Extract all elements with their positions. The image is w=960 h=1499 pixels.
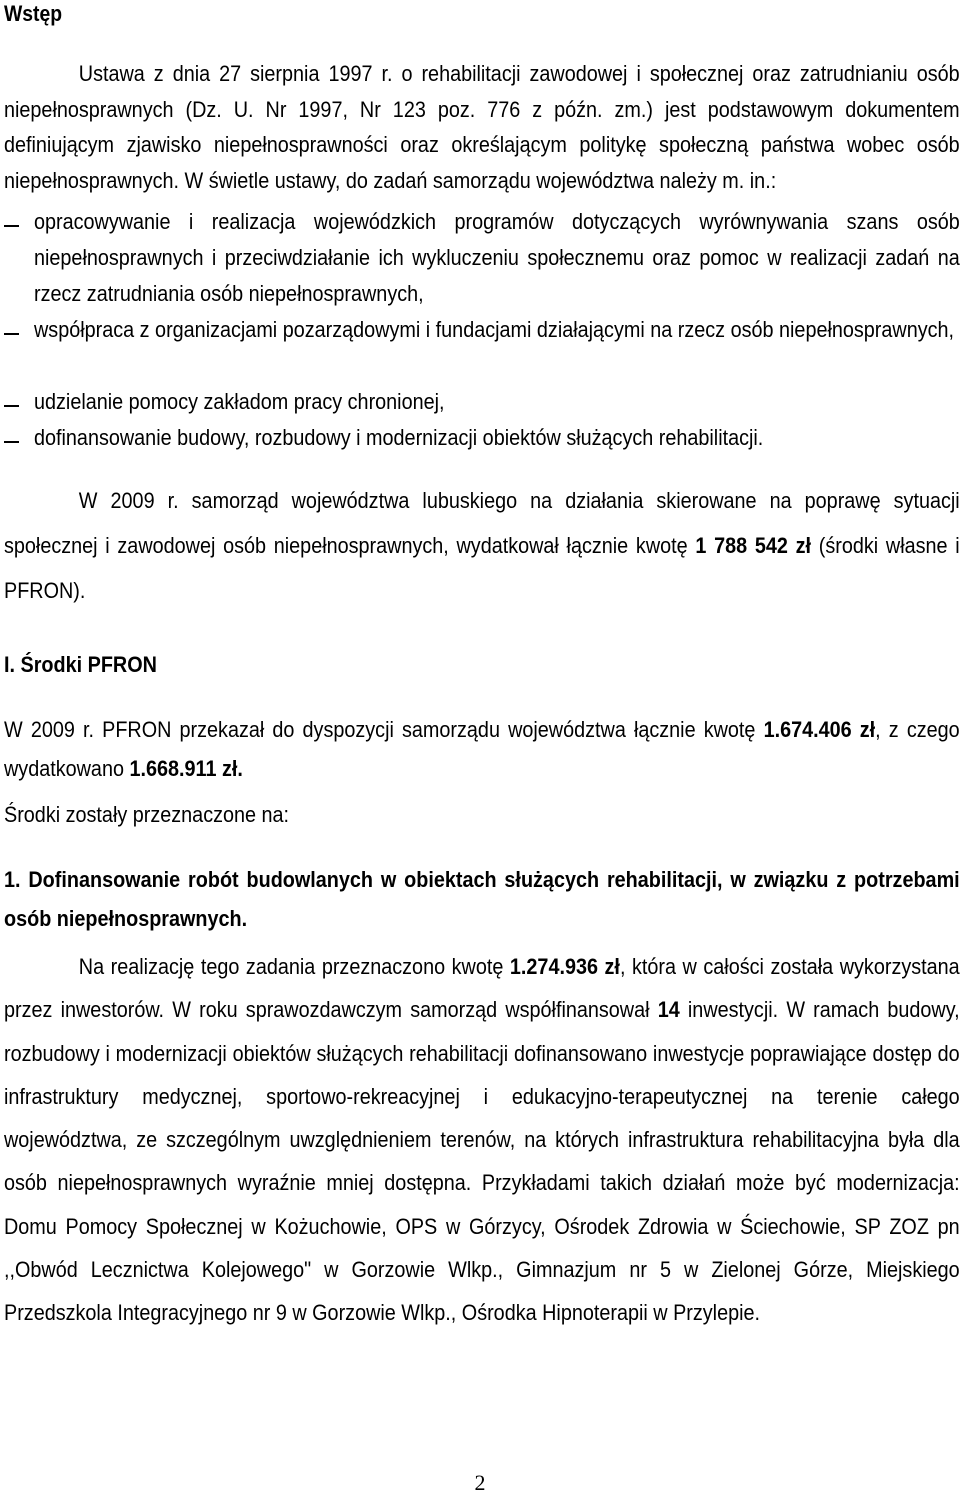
item-1-text-2: , która w całości została wykorzystana przez inwestorów. W roku sprawozdawczym samorząd współfinansował xyxy=(4,954,960,1023)
pfron-text-1: W 2009 r. PFRON przekazał do dyspozycji samorządu województwa łącznie kwotę xyxy=(4,717,764,742)
summary-amount: 1 788 542 zł xyxy=(695,533,812,558)
item-1-text-3: inwestycji. W ramach budowy, rozbudowy i modernizacji obiektów służących rehabilitacji dofinansowano inwestycje poprawiające dostęp do infrastruktury medycznej, sportowo-rekreacyjnej i edukacyjno-terapeutycznej na terenie całego województwa, ze szczególnym uwzględnieniem terenów, na których infrastruktura rehabilitacyjna była dla osób niepełnosprawnych wyraźnie mniej dostępna. Przykładami takich działań może być modernizacja: Domu Pomocy Społecznej w Kożuchowie, OPS w Górzycy, Ośrodek Zdrowia w Ściechowie, SP ZOZ pn ,,Obwód Lecznictwa Kolejowego" w Gorzowie Wlkp., Gimnazjum nr 5 w Zielonej Górze, Miejskiego Przedszkola Integracyjnego nr 9 w Gorzowie Wlkp., Ośrodka Hipnoterapii w Przylepie. xyxy=(4,997,960,1326)
list-item xyxy=(4,312,960,384)
item-1-text-1: Na realizację tego zadania przeznaczono kwotę xyxy=(78,954,510,979)
list-item-text: opracowywanie i realizacja wojewódzkich programów dotyczących wyrównywania szans osób niepełnosprawnych i przeciwdziałanie ich wykluczeniu społecznemu oraz pomoc w realizacji zadań na rzecz zatrudniania osób niepełnosprawnych, xyxy=(34,209,960,306)
list-item-text: udzielanie pomocy zakładom pracy chronionej, xyxy=(34,389,445,414)
pfron-paragraph xyxy=(4,710,960,788)
funds-intro: Środki zostały przeznaczone na: xyxy=(4,802,290,827)
dash-bullet xyxy=(4,405,19,407)
summary-text-before: W 2009 r. samorząd województwa lubuskiego na działania skierowane na poprawę sytuacji społecznej i zawodowej osób niepełnosprawnych, wydatkował łącznie kwotę xyxy=(4,488,960,558)
page-number: 2 xyxy=(474,1470,486,1495)
dash-bullet xyxy=(4,333,19,335)
pfron-amount-transferred: 1.674.406 zł xyxy=(763,717,876,742)
list-item xyxy=(4,420,960,456)
item-1-body xyxy=(4,945,960,1335)
list-item xyxy=(4,384,960,420)
section-title: I. Środki PFRON xyxy=(4,652,157,677)
tasks-list xyxy=(4,204,960,456)
item-1-title: 1. Dofinansowanie robót budowlanych w obiektach służących rehabilitacji, w związku z potrzebami osób niepełnosprawnych. xyxy=(4,867,960,931)
pfron-amount-spent: 1.668.911 zł. xyxy=(129,756,243,781)
summary-text-after: (środki własne i PFRON). xyxy=(4,533,960,603)
list-item-text: współpraca z organizacjami pozarządowymi i fundacjami działającymi na rzecz osób niepełnosprawnych, xyxy=(34,317,955,342)
dash-bullet xyxy=(4,441,19,443)
summary-paragraph xyxy=(4,478,960,613)
dash-bullet xyxy=(4,225,19,227)
intro-paragraph: Ustawa z dnia 27 sierpnia 1997 r. o rehabilitacji zawodowej i społecznej oraz zatrudnianiu osób niepełnosprawnych (Dz. U. Nr 1997, Nr 123 poz. 776 z późn. zm.) jest podstawowym dokumentem definiującym zjawisko niepełnosprawności oraz określającym politykę społeczną państwa wobec osób niepełnosprawnych. W świetle ustawy, do zadań samorządu województwa należy m. in.: xyxy=(4,61,960,193)
heading-intro: Wstęp xyxy=(4,1,63,26)
list-item-text: dofinansowanie budowy, rozbudowy i modernizacji obiektów służących rehabilitacji. xyxy=(34,425,764,450)
list-item xyxy=(4,204,960,312)
item-1-count: 14 xyxy=(657,997,680,1023)
pfron-text-2: , z czego wydatkowano xyxy=(4,717,960,781)
item-1-amount: 1.274.936 zł xyxy=(509,954,620,979)
